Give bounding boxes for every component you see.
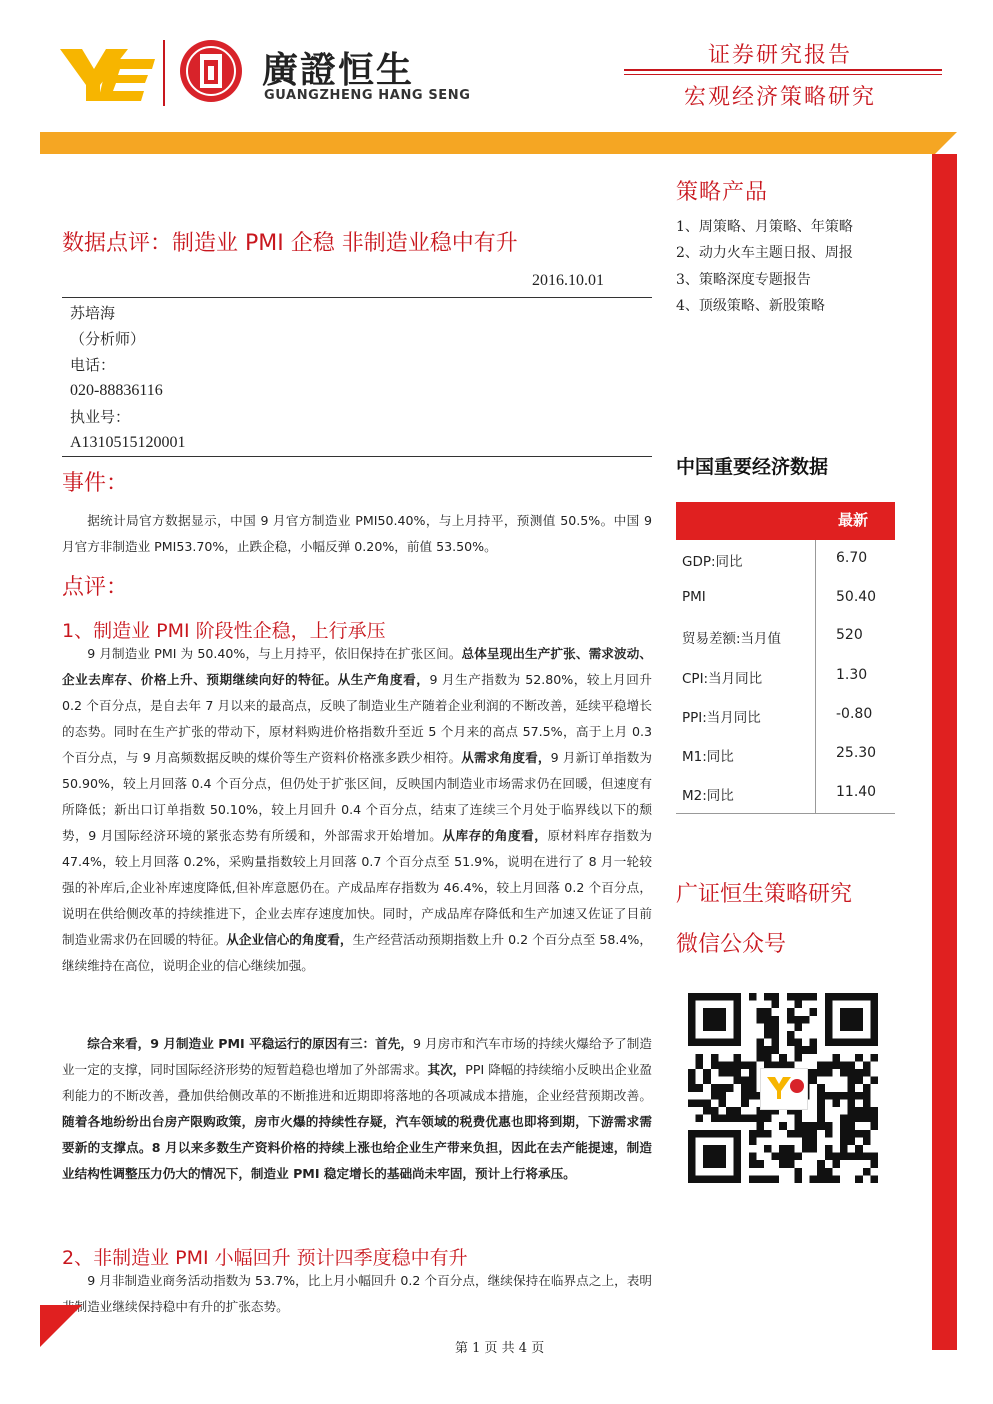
analyst-license: A1310515120001 [70,434,186,451]
event-paragraph: 据统计局官方数据显示，中国 9 月官方制造业 PMI50.40%，与上月持平，预测值 50.5%。中国 9 月官方非制造业 PMI53.70%，止跌企稳，小幅反弹 0.20%，前值 53.50%。 [62,513,652,554]
wechat-account-name: 广证恒生策略研究 [676,882,853,907]
report-type: 证券研究报告 [708,43,853,68]
analyst-phone: 020-88836116 [70,382,163,399]
product-item: 3、策略深度专题报告 [676,272,811,288]
econ-row: GDP:同比 6.70 [682,550,868,570]
report-date: 2016.10.01 [532,272,604,289]
analyst-role: （分析师） [70,330,146,348]
summary-paragraph: 综合来看，9 月制造业 PMI 平稳运行的原因有三：首先，9 月房市和汽车市场的持续火爆给予了制造业一定的支撑，同时国际经济形势的短暂趋稳也增加了外部需求。其次，PPI 降幅的持续缩小反映出企业盈利能力的不断改善，叠加供给侧改革的不断推进和近期即将落地的各项减成本措施，企业经营预期改善。随着各地纷纷出台房产限购政策，房市火爆的持续性存疑，汽车领域的税费优惠也即将到期，下游需求需要新的支撑点。8 月以来多数生产资料价格的持续上涨也给企业生产带来负担，因此在去产能提速，制造业结构性调整压力仍大的情况下，制造业 PMI 稳定增长的基础尚未牢固，预计上行将承压。 [62,1036,653,1181]
brand-name-cn: 廣證恒生 [262,50,415,91]
econ-row: PMI 50.40 [682,589,877,605]
section-2-heading: 2、非制造业 PMI 小幅回升 预计四季度稳中有升 [62,1247,468,1269]
report-title: 数据点评：制造业 PMI 企稳 非制造业稳中有升 [62,231,518,256]
logo-divider [163,40,165,106]
econ-row: 贸易差额:当月值 520 [682,627,863,647]
comment-heading: 点评： [62,575,129,600]
page-number: 第 1 页 共 4 页 [455,1341,545,1356]
footer-corner-triangle [40,1305,82,1347]
econ-table-header [676,502,895,540]
event-heading: 事件： [62,471,129,496]
brand-name-en: GUANGZHENG HANG SENG [264,88,471,103]
econ-table-bottom-rule [676,813,895,814]
right-red-bar [932,154,957,1350]
section-2-paragraph: 9 月非制造业商务活动指数为 53.7%，比上月小幅回升 0.2 个百分点，继续保持在临界点之上，表明非制造业继续保持稳中有升的扩张态势。 [62,1273,652,1314]
product-item: 4、顶级策略、新股策略 [676,298,825,314]
header-rule-thin [624,74,942,75]
wechat-label: 微信公众号 [676,932,787,957]
header-rule [624,69,942,71]
analyst-phone-label: 电话： [70,356,116,374]
section-1-paragraph: 9 月制造业 PMI 为 50.40%，与上月持平，依旧保持在扩张区间。总体呈现出生产扩张、需求波动、企业去库存、价格上升、预期继续向好的特征。从生产角度看，9 月生产指数为 52.80%，较上月回升 0.2 个百分点，是自去年 7 月以来的最高点，反映了制造业生产随着企业利润的不断改善，延续平稳增长的态势。同时在生产扩张的带动下，原材料购进价格指数升至近 5 个月来的高点 57.5%，高于上月 0.3 个百分点，与 9 月高频数据反映的煤价等生产资料价格涨多跌少相符。从需求角度看，9 月新订单指数为 50.90%，较上月回落 0.4 个百分点，但仍处于扩张区间，反映国内制造业市场需求仍在回暖，但速度有所降低；新出口订单指数 50.10%，较上月回升 0.4 个百分点，结束了连续三个月处于临界线以下的颓势，9 月国际经济环境的紧张态势有所缓和，外部需求开始增加。从库存的角度看，原材料库存指数为 47.4%，较上月回落 0.2%，采购量指数较上月回落 0.7 个百分点至 51.9%，说明在进行了 8 月一轮较强的补库后,企业补库速度降低,但补库意愿仍在。产成品库存指数为 46.4%，较上月回落 0.2 个百分点，说明在供给侧改革的持续推进下，企业去库存速度加快。同时，产成品库存降低和生产加速又佐证了目前制造业需求仍在回暖的特征。从企业信心的角度看，生产经营活动预期指数上升 0.2 个百分点至 58.4%，继续维持在高位，说明企业的信心继续加强。 [62,646,653,973]
econ-header-latest: 最新 [838,511,869,529]
header-orange-bar [40,132,935,154]
qr-center-logo-icon [760,1068,808,1110]
analyst-license-label: 执业号： [70,408,131,426]
title-rule [62,297,652,298]
seal-logo-icon [178,38,244,104]
econ-data-title: 中国重要经济数据 [676,456,829,478]
econ-row: M1:同比 25.30 [682,745,877,765]
econ-row: CPI:当月同比 1.30 [682,667,868,687]
header-bar-corner [935,132,957,154]
econ-row: PPI:当月同比 -0.80 [682,706,873,726]
products-title: 策略产品 [676,180,769,205]
product-item: 2、动力火车主题日报、周报 [676,245,853,261]
analyst-name: 苏培海 [70,304,116,322]
product-item: 1、周策略、月策略、年策略 [676,219,853,235]
section-1-heading: 1、制造业 PMI 阶段性企稳，上行承压 [62,620,386,642]
analyst-rule [62,456,652,457]
report-subtype: 宏观经济策略研究 [684,85,877,110]
econ-row: M2:同比 11.40 [682,784,877,804]
ye-logo-icon [60,45,155,103]
